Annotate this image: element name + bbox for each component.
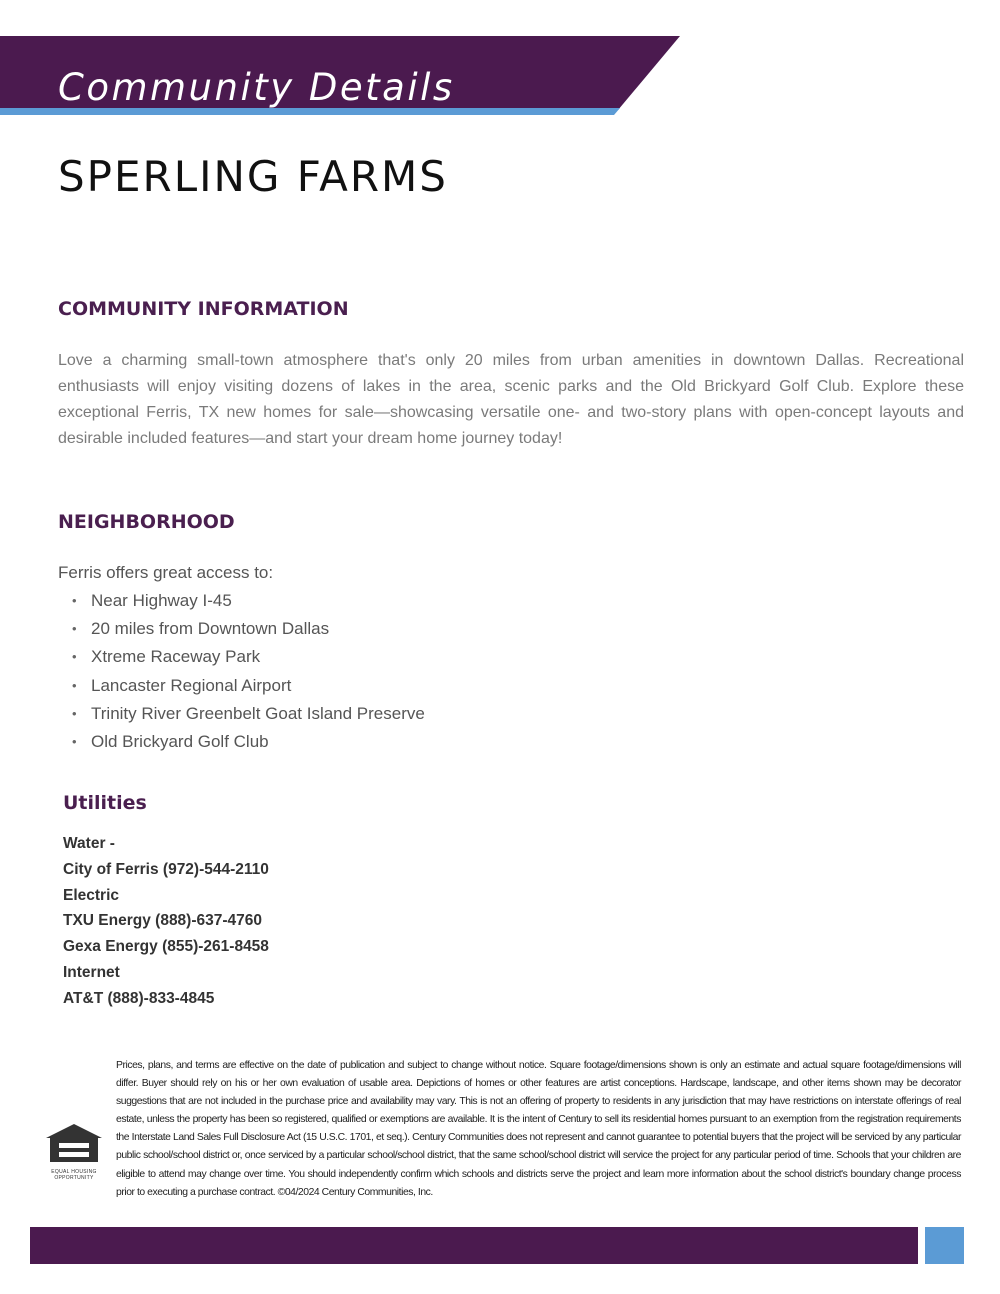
community-information-text: Love a charming small-town atmosphere that's only 20 miles from urban amenities in downtown Dallas. Recreational enthusiasts will enjoy visiting dozens of lakes in the area, scenic parks and the Old Brickyard Golf Club. Explore these exceptional Ferris, TX new homes for sale—showcasing versatile one- and two-story plans with open-concept layouts and desirable included features—and start your dream home journey today!	[58, 352, 964, 447]
utilities-list	[63, 831, 269, 1012]
bullet-icon: •	[72, 733, 77, 749]
bullet-icon: •	[72, 649, 77, 665]
utility-line: TXU Energy (888)-637-4760	[63, 912, 263, 930]
footer-accent-square	[925, 1227, 964, 1264]
list-item-text: Trinity River Greenbelt Goat Island Preserve	[91, 703, 425, 723]
list-item-text: Near Highway I-45	[91, 591, 232, 610]
community-name: SPERLING FARMS	[58, 152, 448, 201]
bullet-icon: •	[72, 677, 77, 693]
equal-housing-logo	[44, 1122, 104, 1181]
list-item-text: Lancaster Regional Airport	[91, 675, 292, 695]
utility-line: Gexa Energy (855)-261-8458	[63, 938, 269, 956]
list-item	[70, 728, 425, 756]
bullet-icon: •	[72, 621, 77, 637]
list-item	[70, 700, 425, 728]
list-item	[70, 587, 425, 615]
list-item	[70, 672, 425, 700]
bullet-icon: •	[72, 705, 77, 721]
equal-housing-icon	[44, 1122, 104, 1164]
utility-line: City of Ferris (972)-544-2110	[63, 860, 269, 878]
list-item	[70, 643, 425, 671]
equal-housing-caption: EQUAL HOUSING OPPORTUNITY	[51, 1169, 97, 1181]
list-item-text: 20 miles from Downtown Dallas	[91, 619, 330, 639]
utility-line: Water -	[63, 835, 115, 852]
neighborhood-heading: NEIGHBORHOOD	[58, 511, 235, 533]
list-item	[70, 615, 425, 643]
legal-disclaimer: Prices, plans, and terms are effective on the date of publication and subject to change without notice. Square footage/dimensions shown is only an estimate and actual square footage/dimensions will differ. Buyer should rely on his or her own evaluation of usable area. Depictions of homes or other features are artist conceptions. Hardscape, landscape, and other items shown may be decorator suggestions that are not included in the purchase price and availability may vary. This is not an offering of property to residents in any jurisdiction that may have restrictions on interstate offerings of real estate, unless the property has been so registered, qualified or exemptions are available. It is the intent of Century to sell its residential homes pursuant to an exemption from the registration requirements the Interstate Land Sales Full Disclosure Act (15 U.S.C. 1701, et seq.). Century Communities does not represent and cannot guarantee to potential buyers that the project will be serviced by any particular public school/school district or, once serviced by a particular school/school district, that the same school/school district will service the project for any particular period of time. Schools that your children are eligible to attend may change over time. You should independently confirm which schools and districts serve the project and learn more information about the school district's boundary change process prior to executing a purchase contract. ©04/2024 Century Communities, Inc.	[116, 1060, 961, 1198]
list-item-text: Old Brickyard Golf Club	[91, 731, 269, 751]
utilities-heading: Utilities	[63, 792, 147, 814]
neighborhood-list	[70, 587, 425, 756]
community-information-heading: COMMUNITY INFORMATION	[58, 298, 349, 320]
footer-bar	[30, 1227, 918, 1264]
utility-line: Internet	[63, 963, 120, 981]
neighborhood-intro: Ferris offers great access to:	[58, 563, 274, 582]
utility-line: Electric	[63, 886, 120, 904]
bullet-icon: •	[72, 593, 77, 608]
utility-line: AT&T (888)-833-4845	[63, 989, 215, 1007]
list-item-text: Xtreme Raceway Park	[91, 647, 261, 667]
banner-title: Community Details	[58, 66, 455, 109]
